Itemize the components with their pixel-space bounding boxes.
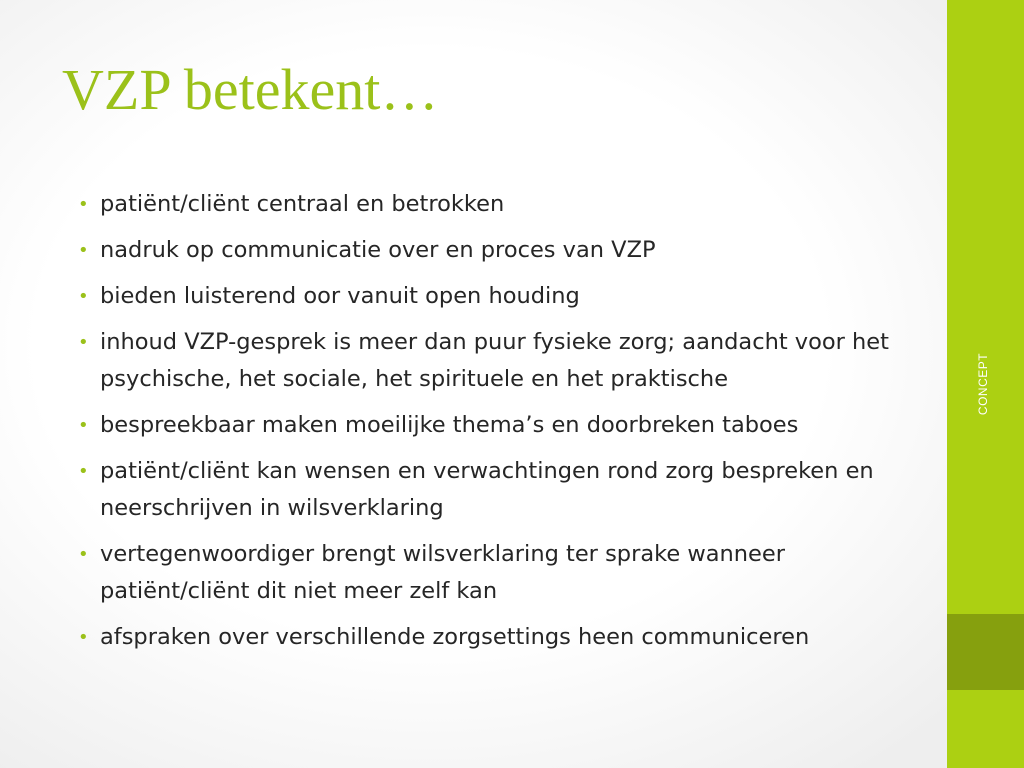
section-label: CONCEPT (976, 352, 990, 416)
bullet-text: afspraken over verschillende zorgsettings heen communiceren (100, 624, 810, 650)
bullet-list (78, 186, 908, 665)
bullet-marker-icon: • (78, 240, 89, 261)
bullet-marker-icon: • (78, 461, 89, 482)
sidebar-accent-block (947, 614, 1024, 690)
bullet-text: patiënt/cliënt kan wensen en verwachtingen rond zorg bespreken en neerschrijven in wilsverklaring (100, 458, 874, 521)
bullet-item (78, 536, 908, 610)
bullet-item (78, 453, 908, 527)
bullet-item (78, 186, 908, 223)
slide-title: VZP betekent… (62, 57, 439, 122)
bullet-item (78, 232, 908, 269)
bullet-text: vertegenwoordiger brengt wilsverklaring ter sprake wanneer patiënt/cliënt dit niet meer zelf kan (100, 541, 785, 604)
bullet-text: bieden luisterend oor vanuit open houding (100, 283, 580, 309)
bullet-text: patiënt/cliënt centraal en betrokken (100, 191, 505, 217)
bullet-marker-icon: • (78, 286, 89, 307)
bullet-marker-icon: • (78, 332, 89, 353)
bullet-marker-icon: • (78, 415, 89, 436)
bullet-marker-icon: • (78, 544, 89, 565)
bullet-item (78, 407, 908, 444)
bullet-marker-icon: • (78, 627, 89, 648)
bullet-text: bespreekbaar maken moeilijke thema’s en doorbreken taboes (100, 412, 799, 438)
bullet-marker-icon: • (78, 194, 89, 215)
bullet-item (78, 278, 908, 315)
bullet-item (78, 619, 908, 656)
bullet-text: inhoud VZP-gesprek is meer dan puur fysieke zorg; aandacht voor het psychische, het sociale, het spirituele en het praktische (100, 329, 889, 392)
bullet-item (78, 324, 908, 398)
bullet-text: nadruk op communicatie over en proces van VZP (100, 237, 656, 263)
